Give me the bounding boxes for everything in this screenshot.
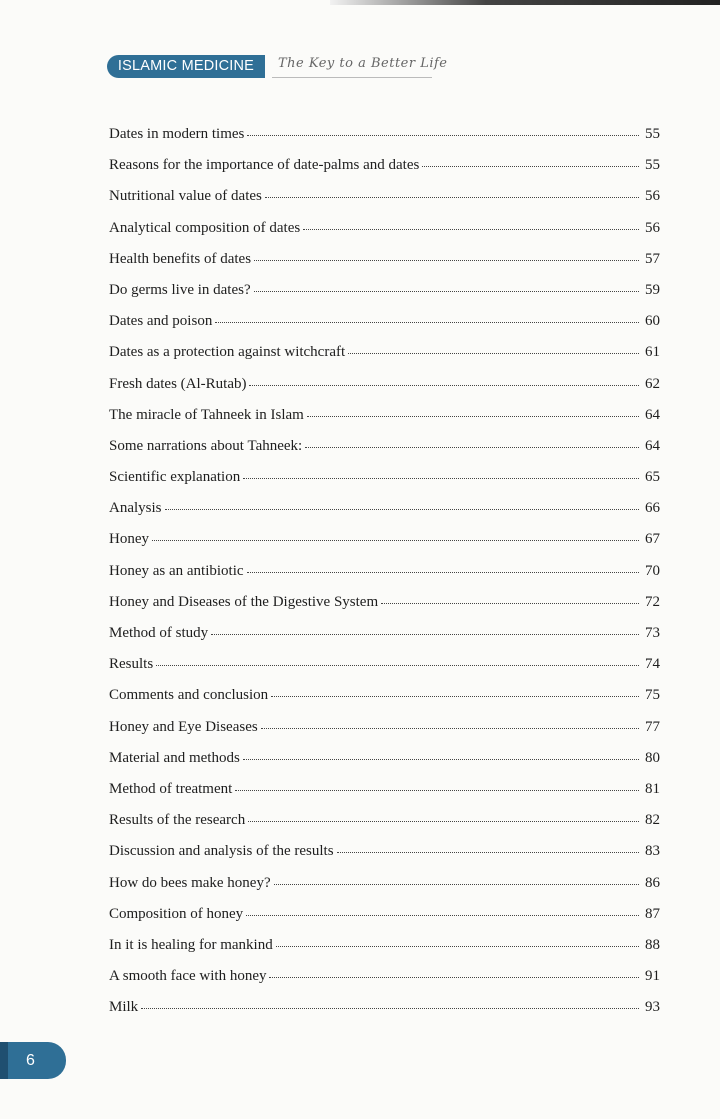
toc-entry-page: 56 (645, 219, 660, 236)
toc-entry-title: Nutritional value of dates (109, 188, 262, 205)
toc-entry (109, 431, 660, 462)
toc-entry-page: 74 (645, 656, 660, 673)
toc-entry (109, 524, 660, 555)
toc-entry-page: 73 (645, 625, 660, 641)
toc-entry-page: 93 (645, 999, 660, 1016)
toc-entry (109, 337, 660, 368)
toc-entry-title: A smooth face with honey (109, 968, 267, 985)
toc-entry (109, 992, 660, 1023)
toc-dot-leader (303, 229, 639, 230)
toc-entry (109, 462, 660, 493)
toc-dot-leader (276, 946, 639, 947)
toc-entry (109, 275, 660, 306)
toc-entry-title: Milk (109, 999, 139, 1016)
toc-entry-page: 62 (645, 375, 660, 392)
book-tagline: The Key to a Better Life (278, 56, 448, 71)
toc-entry-page: 77 (645, 718, 660, 735)
toc-entry (109, 712, 660, 743)
toc-entry-page: 83 (645, 843, 660, 860)
toc-entry (109, 119, 660, 150)
toc-dot-leader (337, 852, 639, 853)
toc-dot-leader (261, 728, 639, 729)
toc-dot-leader (243, 478, 639, 479)
toc-entry-title: Method of treatment (109, 780, 233, 797)
toc-dot-leader (269, 977, 639, 978)
toc-dot-leader (152, 540, 639, 541)
table-of-contents (109, 119, 660, 1023)
toc-dot-leader (235, 790, 639, 791)
toc-entry (109, 649, 660, 680)
toc-dot-leader (348, 353, 639, 354)
toc-dot-leader (274, 884, 639, 885)
toc-entry-page: 75 (645, 687, 660, 704)
toc-dot-leader (254, 260, 639, 261)
toc-entry-page: 56 (645, 188, 660, 205)
toc-entry-page: 60 (645, 313, 660, 330)
toc-entry-title: Discussion and analysis of the results (109, 843, 334, 860)
toc-entry (109, 961, 660, 992)
toc-dot-leader (243, 759, 639, 760)
toc-entry-page: 64 (645, 437, 660, 454)
toc-entry-page: 67 (645, 531, 660, 548)
toc-entry-title: Scientific explanation (109, 469, 241, 486)
toc-entry-page: 55 (645, 126, 660, 142)
toc-dot-leader (215, 322, 639, 323)
toc-entry-page: 59 (645, 281, 660, 298)
toc-entry-title: How do bees make honey? (109, 874, 271, 891)
toc-entry-page: 80 (645, 749, 660, 766)
toc-entry-title: Analytical composition of dates (109, 219, 301, 236)
toc-entry-title: In it is healing for mankind (109, 936, 273, 953)
toc-entry-title: Do germs live in dates? (109, 281, 251, 298)
toc-entry-page: 57 (645, 250, 660, 267)
toc-entry (109, 930, 660, 961)
toc-entry-page: 65 (645, 469, 660, 486)
toc-entry-title: Comments and conclusion (109, 687, 269, 704)
toc-entry (109, 493, 660, 524)
toc-entry-title: Fresh dates (Al-Rutab) (109, 375, 247, 392)
toc-dot-leader (141, 1008, 639, 1009)
toc-dot-leader (305, 447, 639, 448)
page-number-tab (0, 1042, 66, 1079)
toc-entry-page: 55 (645, 157, 660, 174)
toc-entry-title: Health benefits of dates (109, 250, 252, 267)
toc-entry-page: 88 (645, 936, 660, 953)
toc-dot-leader (248, 821, 639, 822)
toc-dot-leader (156, 665, 639, 666)
toc-entry-title: Reasons for the importance of date-palms and dates (109, 157, 420, 174)
toc-dot-leader (381, 603, 639, 604)
toc-entry-title: Analysis (109, 500, 162, 517)
toc-entry (109, 369, 660, 400)
toc-entry (109, 618, 660, 649)
toc-entry-title: Results (109, 656, 154, 673)
toc-entry (109, 181, 660, 212)
page-number: 6 (26, 1052, 35, 1069)
toc-entry (109, 868, 660, 899)
toc-entry-page: 86 (645, 874, 660, 891)
toc-dot-leader (246, 915, 639, 916)
toc-dot-leader (249, 385, 639, 386)
toc-entry-page: 70 (645, 562, 660, 579)
toc-entry-title: Honey and Eye Diseases (109, 718, 258, 735)
top-rule (330, 0, 720, 5)
toc-dot-leader (422, 166, 639, 167)
toc-entry (109, 587, 660, 618)
toc-entry (109, 743, 660, 774)
toc-entry-page: 64 (645, 406, 660, 423)
toc-entry-page: 72 (645, 593, 660, 610)
toc-entry-title: Composition of honey (109, 905, 244, 922)
toc-dot-leader (307, 416, 639, 417)
toc-entry-page: 61 (645, 344, 660, 361)
toc-entry (109, 899, 660, 930)
page-tab-edge (0, 1042, 8, 1079)
toc-entry-title: The miracle of Tahneek in Islam (109, 406, 304, 423)
toc-entry-page: 87 (645, 905, 660, 922)
toc-entry (109, 400, 660, 431)
toc-dot-leader (247, 135, 639, 136)
toc-dot-leader (271, 696, 639, 697)
toc-entry-title: Some narrations about Tahneek: (109, 437, 303, 454)
toc-entry (109, 244, 660, 275)
toc-entry-title: Honey and Diseases of the Digestive System (109, 593, 379, 610)
toc-entry (109, 805, 660, 836)
toc-entry-title: Method of study (109, 625, 209, 641)
toc-entry-title: Honey (109, 531, 149, 548)
toc-dot-leader (265, 197, 639, 198)
toc-entry (109, 774, 660, 805)
toc-entry-page: 81 (645, 780, 660, 797)
toc-entry (109, 680, 660, 711)
header-underline (272, 77, 432, 78)
toc-entry-title: Material and methods (109, 749, 240, 766)
toc-entry-page: 66 (645, 500, 660, 517)
toc-entry (109, 150, 660, 181)
toc-entry (109, 306, 660, 337)
toc-entry-title: Dates and poison (109, 313, 213, 330)
toc-entry (109, 836, 660, 867)
book-title-badge: ISLAMIC MEDICINE (107, 55, 265, 78)
toc-entry-title: Honey as an antibiotic (109, 562, 244, 579)
toc-entry-title: Dates in modern times (109, 126, 245, 142)
toc-entry-page: 82 (645, 812, 660, 829)
toc-entry (109, 556, 660, 587)
toc-dot-leader (165, 509, 640, 510)
toc-dot-leader (211, 634, 639, 635)
toc-dot-leader (254, 291, 639, 292)
toc-entry-page: 91 (645, 968, 660, 985)
toc-dot-leader (247, 572, 639, 573)
toc-entry-title: Results of the research (109, 812, 246, 829)
toc-entry-title: Dates as a protection against witchcraft (109, 344, 346, 361)
toc-entry (109, 213, 660, 244)
